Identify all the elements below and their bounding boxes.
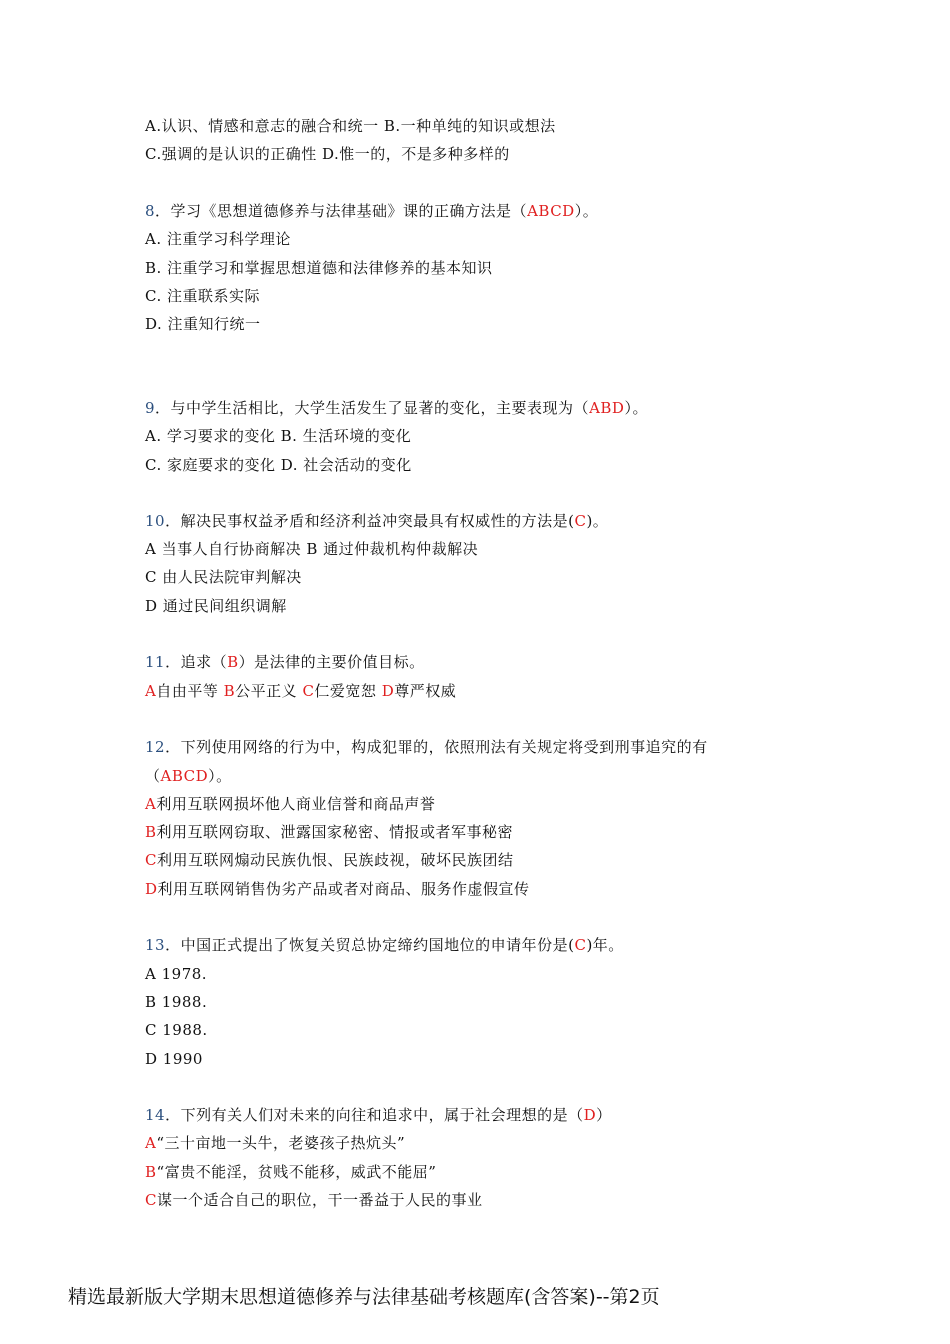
question-text: ．中国正式提出了恢复关贸总协定缔约国地位的申请年份是( — [165, 936, 575, 954]
option-line: A.认识、情感和意志的融合和统一 B.一种单纯的知识或想法 — [145, 117, 556, 135]
option-line: A. 注重学习科学理论 — [145, 230, 291, 248]
question-14 — [145, 1105, 612, 1125]
option-text: 利用互联网损坏他人商业信誉和商品声誉 — [156, 795, 436, 813]
page-footer: 精选最新版大学期末思想道德修养与法律基础考核题库(含答案)--第2页 — [68, 1286, 660, 1308]
question-11 — [145, 652, 425, 672]
question-text-end: ）。 — [624, 399, 648, 417]
option-line: D 通过民间组织调解 — [145, 597, 287, 615]
answer: ABCD — [160, 767, 209, 785]
option-line — [145, 1190, 483, 1210]
option-text: “三十亩地一头牛，老婆孩子热炕头” — [156, 1134, 406, 1152]
question-text: ．学习《思想道德修养与法律基础》课的正确方法是（ — [155, 202, 528, 220]
option-line: B 1988. — [145, 993, 208, 1011]
option-line: C. 注重联系实际 — [145, 287, 260, 305]
option-line: C.强调的是认识的正确性 D.惟一的，不是多种多样的 — [145, 145, 510, 163]
option-text: “富贵不能淫，贫贱不能移，威武不能屈” — [156, 1163, 437, 1181]
option-line — [145, 1133, 405, 1153]
question-text: ．追求（ — [165, 653, 228, 671]
answer: ABD — [589, 399, 625, 417]
option-text: 利用互联网销售伪劣产品或者对商品、服务作虚假宣传 — [157, 880, 530, 898]
option-letter: A — [145, 1134, 157, 1152]
option-letter: D — [381, 682, 395, 700]
option-line — [145, 681, 456, 701]
option-text: 自由平等 — [156, 682, 224, 700]
option-text: 公平正义 — [235, 682, 303, 700]
option-line — [145, 1162, 436, 1182]
answer: C — [574, 512, 587, 530]
option-letter: B — [223, 682, 236, 700]
question-text-end: )年。 — [586, 936, 624, 954]
question-10 — [145, 511, 608, 531]
question-number: 8 — [145, 202, 156, 220]
option-text: 谋一个适合自己的职位，干一番益于人民的事业 — [156, 1191, 483, 1209]
question-12 — [145, 737, 708, 757]
option-line: C 1988. — [145, 1021, 208, 1039]
question-13 — [145, 935, 624, 955]
option-text: 仁爱宽恕 — [314, 682, 382, 700]
question-text-end: ）是法律的主要价值目标。 — [238, 653, 425, 671]
question-text-end: ）。 — [574, 202, 599, 220]
answer: C — [574, 936, 587, 954]
question-number: 14 — [145, 1106, 166, 1124]
option-text: 尊严权威 — [394, 682, 457, 700]
question-9 — [145, 398, 648, 418]
question-text-end: ） — [596, 1106, 612, 1124]
option-letter: A — [145, 682, 157, 700]
option-line: A 当事人自行协商解决 B 通过仲裁机构仲裁解决 — [145, 540, 479, 558]
question-8 — [145, 201, 598, 221]
option-line — [145, 822, 513, 842]
option-line: A 1978. — [145, 965, 208, 983]
question-number: 9 — [145, 399, 156, 417]
option-line — [145, 794, 435, 814]
question-text: ．下列有关人们对未来的向往和追求中，属于社会理想的是（ — [165, 1106, 584, 1124]
option-letter: D — [145, 880, 158, 898]
question-text: ．与中学生活相比，大学生活发生了显著的变化，主要表现为（ — [155, 399, 590, 417]
option-line: D. 注重知行统一 — [145, 315, 261, 333]
option-letter: B — [145, 1163, 157, 1181]
question-12-cont — [145, 766, 232, 786]
answer: D — [583, 1106, 597, 1124]
option-line — [145, 850, 514, 870]
option-text: 利用互联网窃取、泄露国家秘密、情报或者军事秘密 — [156, 823, 514, 841]
question-number: 11 — [145, 653, 166, 671]
option-line: C 由人民法院审判解决 — [145, 568, 302, 586]
option-line: B. 注重学习和掌握思想道德和法律修养的基本知识 — [145, 259, 493, 277]
option-letter: C — [145, 1191, 157, 1209]
question-text: （ — [145, 767, 161, 785]
question-text-end: ）。 — [208, 767, 232, 785]
option-line: C. 家庭要求的变化 D. 社会活动的变化 — [145, 456, 412, 474]
option-text: 利用互联网煽动民族仇恨、民族歧视，破坏民族团结 — [156, 851, 514, 869]
question-text: ．下列使用网络的行为中，构成犯罪的，依照刑法有关规定将受到刑事追究的有 — [165, 738, 708, 756]
answer: B — [227, 653, 239, 671]
option-line — [145, 879, 530, 899]
answer: ABCD — [527, 202, 575, 220]
option-letter: B — [145, 823, 157, 841]
option-letter: C — [302, 682, 315, 700]
option-letter: A — [145, 795, 157, 813]
option-letter: C — [145, 851, 157, 869]
question-number: 13 — [145, 936, 166, 954]
question-number: 10 — [145, 512, 166, 530]
option-line: A. 学习要求的变化 B. 生活环境的变化 — [145, 427, 412, 445]
question-text: ．解决民事权益矛盾和经济利益冲突最具有权威性的方法是( — [165, 512, 575, 530]
option-line: D 1990 — [145, 1050, 203, 1068]
question-number: 12 — [145, 738, 166, 756]
question-text-end: )。 — [586, 512, 609, 530]
